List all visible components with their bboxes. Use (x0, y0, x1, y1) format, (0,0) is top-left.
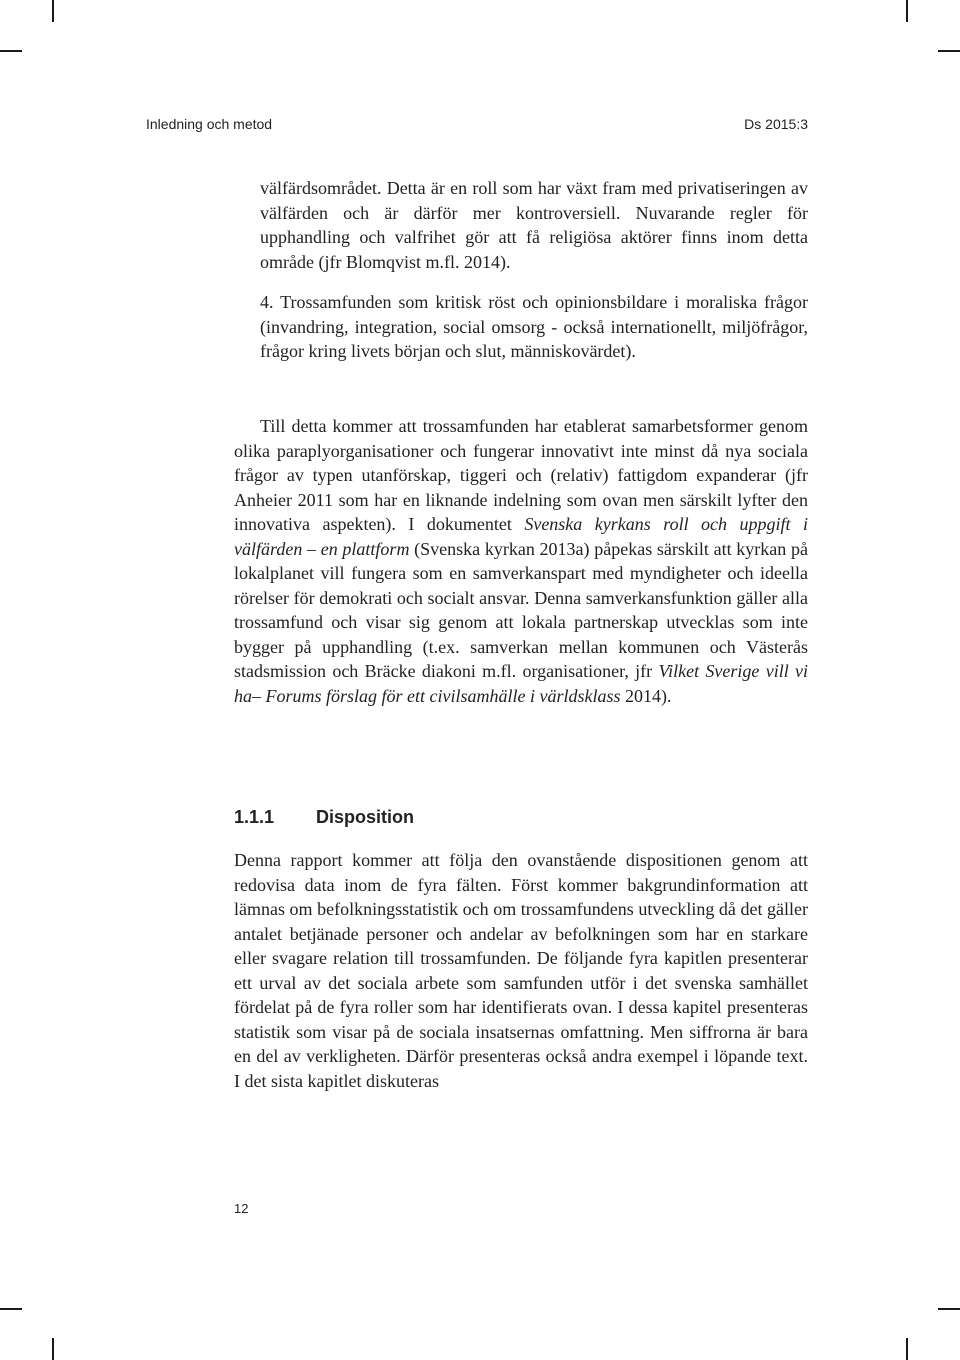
crop-mark (938, 50, 960, 52)
list-item-4: 4. Trossamfunden som kritisk röst och opinionsbildare i moraliska frågor (invandring, integration, social omsorg - också internationellt, miljöfrågor, frågor kring livets början och slut, människovärdet). (260, 292, 808, 361)
crop-mark (906, 1338, 908, 1360)
header-chapter-title: Inledning och metod (146, 116, 273, 132)
page-number: 12 (234, 1201, 249, 1216)
paragraph-text: (Svenska kyrkan 2013a) påpekas särskilt att kyrkan på lokalplanet vill fungera som en samverkanspart med myndigheter och ideella rörelser för demokrati och socialt ansvar. Denna samverkansfunktion gäller alla trossamfund och visar sig genom att lokala partnerskap utvecklas som inte bygger på upphandling (t.ex. samverkan mellan kommunen och Västerås stadsmission och Bräcke diakoni m.fl. organisationer, jfr (234, 538, 808, 681)
crop-mark (0, 1308, 22, 1310)
crop-mark (52, 1338, 54, 1360)
section-title: Disposition (316, 807, 414, 827)
crop-mark (0, 50, 22, 52)
crop-mark (906, 0, 908, 22)
paragraph-text: 2014). (620, 685, 672, 706)
section-number: 1.1.1 (234, 807, 275, 827)
header-document-id: Ds 2015:3 (744, 116, 808, 132)
crop-mark (938, 1308, 960, 1310)
running-header (146, 116, 808, 132)
paragraph-collaboration (234, 414, 808, 708)
paragraph-text: Till detta kommer att trossamfunden har etablerat samarbetsformer genom olika paraplyorganisationer och fungerar innovativt inte minst då nya sociala frågor av typen utanförskap, tiggeri och (relativ) fattigdom expanderar (jfr Anheier 2011 som har en liknande indelning som ovan men särskilt lyfter den innovativa aspekten). I dokumentet (234, 416, 808, 534)
intro-paragraph: välfärdsområdet. Detta är en roll som har växt fram med privatiseringen av välfärden och är därför mer kontroversiell. Nuvarande regler för upphandling och valfrihet gör att få religiösa aktörer finns inom detta område (jfr Blomqvist m.fl. 2014). (260, 178, 808, 272)
crop-mark (52, 0, 54, 22)
document-title: Vilket Sverige vill vi ha– Forums förslag för ett civilsamhälle i världsklass (234, 661, 808, 706)
section-heading (234, 807, 414, 828)
paragraph-disposition: Denna rapport kommer att följa den ovanstående dispositionen genom att redovisa data inom de fyra fälten. Först kommer bakgrundinformation att lämnas om befolkningsstatistik och om trossamfundens utveckling då det gäller antalet betjänade personer och andelar av befolkningen som har en starkare eller svagare relation till trossamfunden. De följande fyra kapitlen presenterar ett urval av det sociala arbete som samfunden utför i det svenska samhället fördelat på de fyra roller som har identifierats ovan. I dessa kapitel presenteras statistik som visar på de sociala insatsernas omfattning. Men siffrorna är bara en del av verkligheten. Därför presenteras också andra exempel i löpande text. I det sista kapitlet diskuteras (234, 850, 808, 1091)
document-title: Svenska kyrkans roll och uppgift i välfärden – en plattform (234, 514, 808, 559)
